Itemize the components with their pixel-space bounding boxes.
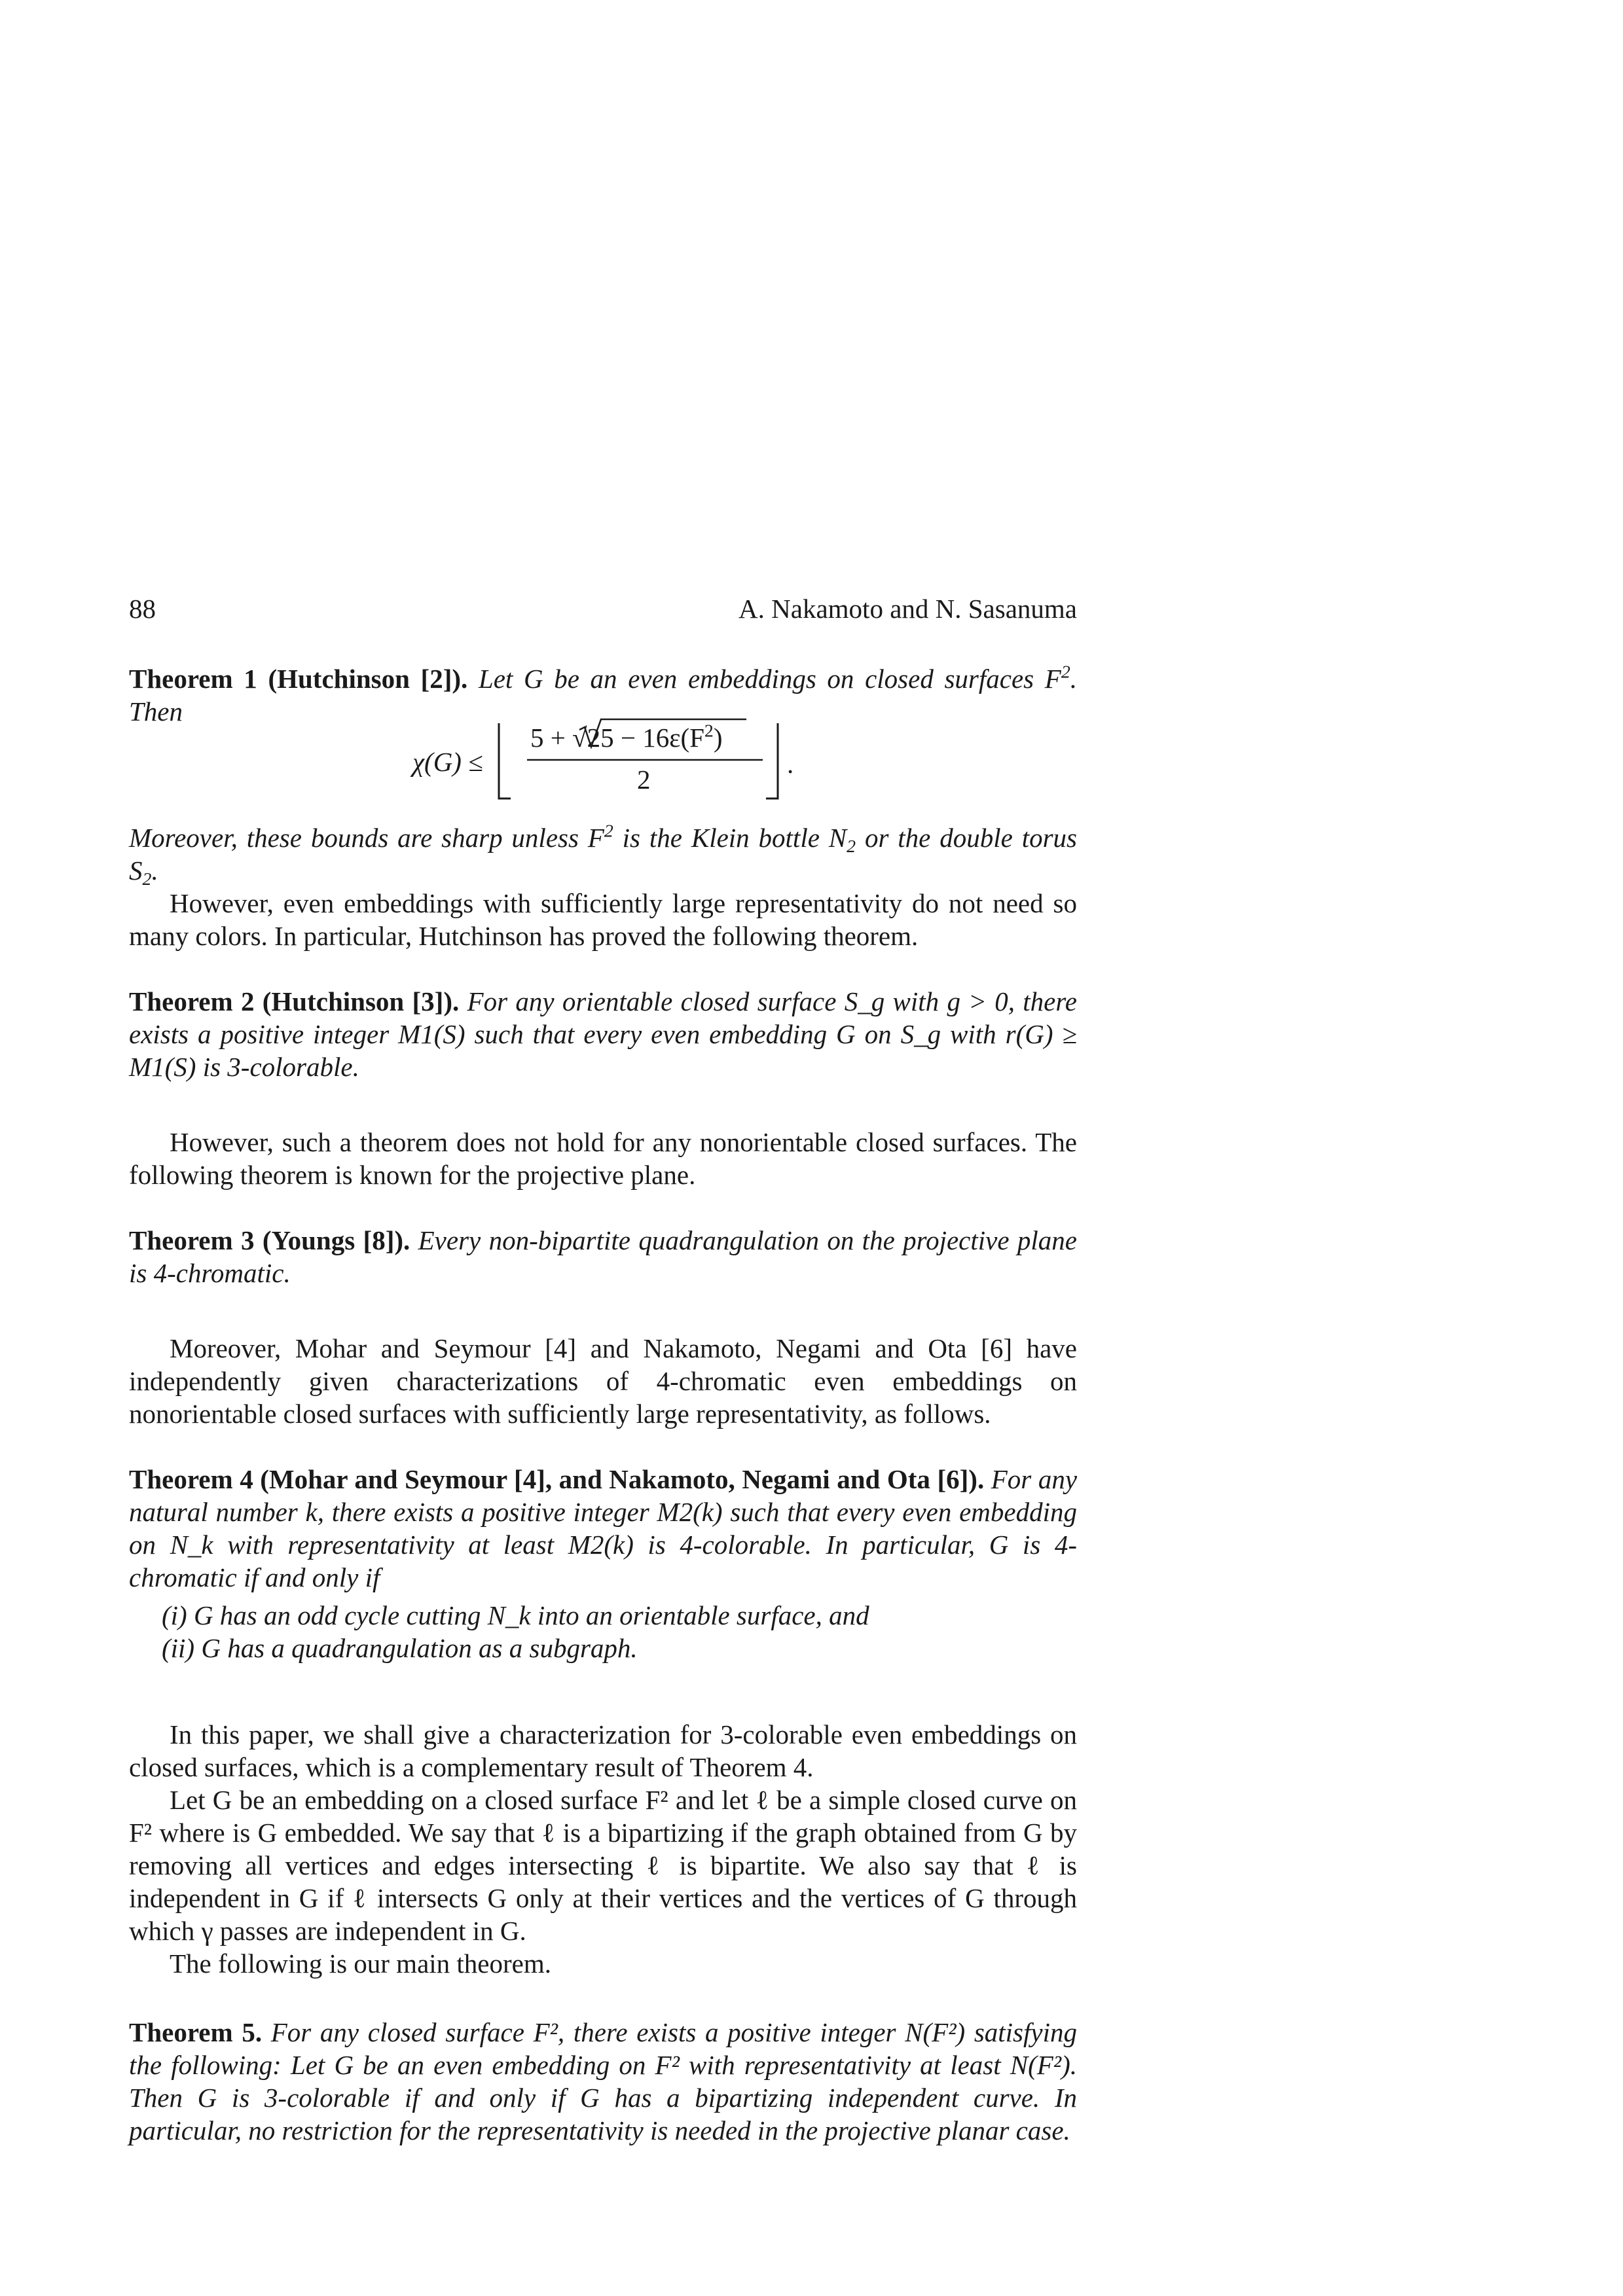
formula-lhs: χ(G) ≤ bbox=[412, 747, 483, 777]
theorem-1-statement: Let G be an even embeddings on closed surfaces $F^2$. Then bbox=[129, 662, 1078, 726]
chromatic-bound-formula bbox=[412, 717, 871, 805]
paragraph-6: The following is our main theorem. bbox=[170, 1948, 551, 1979]
theorem-2-title: Theorem 2 (Hutchinson [3]). bbox=[129, 986, 460, 1016]
formula-denominator: 2 bbox=[637, 764, 651, 795]
theorem-3-title: Theorem 3 (Youngs [8]). bbox=[129, 1225, 410, 1255]
theorem-4-condition-1: (i) G has an odd cycle cutting N_k into an orientable surface, and bbox=[162, 1600, 869, 1630]
theorem-5 bbox=[129, 2016, 1077, 2147]
paragraph-4: In this paper, we shall give a characterization for 3-colorable even embeddings on closed surfaces, which is a complementary result of Theorem 4. bbox=[129, 1719, 1077, 1782]
theorem-5-title: Theorem 5. bbox=[129, 2017, 263, 2047]
running-header bbox=[129, 592, 1077, 625]
theorem-2 bbox=[129, 985, 1077, 1083]
theorem-4 bbox=[129, 1463, 1077, 1664]
paragraph-3: Moreover, Mohar and Seymour [4] and Nakamoto, Negami and Ota [6] have independently given characterizations of 4-chromatic even embeddings on nonorientable closed surfaces with sufficiently large representativity, as follows. bbox=[129, 1333, 1077, 1429]
formula-period: . bbox=[787, 749, 794, 779]
formula-numerator: $5 + √25 - 16\varepsilon(F^2)$ bbox=[530, 721, 723, 753]
paragraph-2: However, such a theorem does not hold for any nonorientable closed surfaces. The following theorem is known for the projective plane. bbox=[129, 1127, 1077, 1190]
paragraph-1: However, even embeddings with sufficiently large representativity do not need so many colors. In particular, Hutchinson has proved the following theorem. bbox=[129, 888, 1077, 951]
theorem-5-statement: For any closed surface F², there exists a positive integer N(F²) satisfying the following: Let G be an even embedding on F² with representativity at least N(F²). Then G is 3-colorable if and only if G has a bipartizing independent curve. In particular, no restriction for the representativity is needed in the projective planar case. bbox=[129, 2017, 1077, 2145]
theorem-3-statement: Every non-bipartite quadrangulation on the projective plane is 4-chromatic. bbox=[129, 1225, 1077, 1288]
page-number: 88 bbox=[129, 594, 156, 624]
paragraph-5: Let G be an embedding on a closed surface F² and let ℓ be a simple closed curve on F² where is G embedded. We say that ℓ is a bipartizing if the graph obtained from G by removing all vertices and edges intersecting ℓ is bipartite. We also say that ℓ is independent in G if ℓ intersects G only at their vertices and the vertices of G through which γ passes are independent in G. bbox=[129, 1785, 1077, 1946]
theorem-4-statement: For any natural number k, there exists a positive integer M2(k) such that every even embedding on N_k with representativity at least M2(k) is 4-colorable. In particular, G is 4-chromatic if and only if bbox=[129, 1464, 1078, 1592]
theorem-3 bbox=[129, 1224, 1077, 1289]
theorem-1-remark: Moreover, these bounds are sharp unless $F^2$ is the Klein bottle $N_2$ or the double torus $S_2$. bbox=[129, 821, 1077, 889]
running-authors: A. Nakamoto and N. Sasanuma bbox=[739, 594, 1077, 624]
theorem-4-condition-2: (ii) G has a quadrangulation as a subgraph. bbox=[162, 1633, 638, 1663]
theorem-4-title: Theorem 4 (Mohar and Seymour [4], and Nakamoto, Negami and Ota [6]). bbox=[129, 1464, 985, 1494]
theorem-2-statement: For any orientable closed surface S_g with g > 0, there exists a positive integer M1(S) such that every even embedding G on S_g with r(G) ≥ M1(S) is 3-colorable. bbox=[129, 986, 1078, 1082]
theorem-1-title: Theorem 1 (Hutchinson [2]). bbox=[129, 664, 468, 694]
